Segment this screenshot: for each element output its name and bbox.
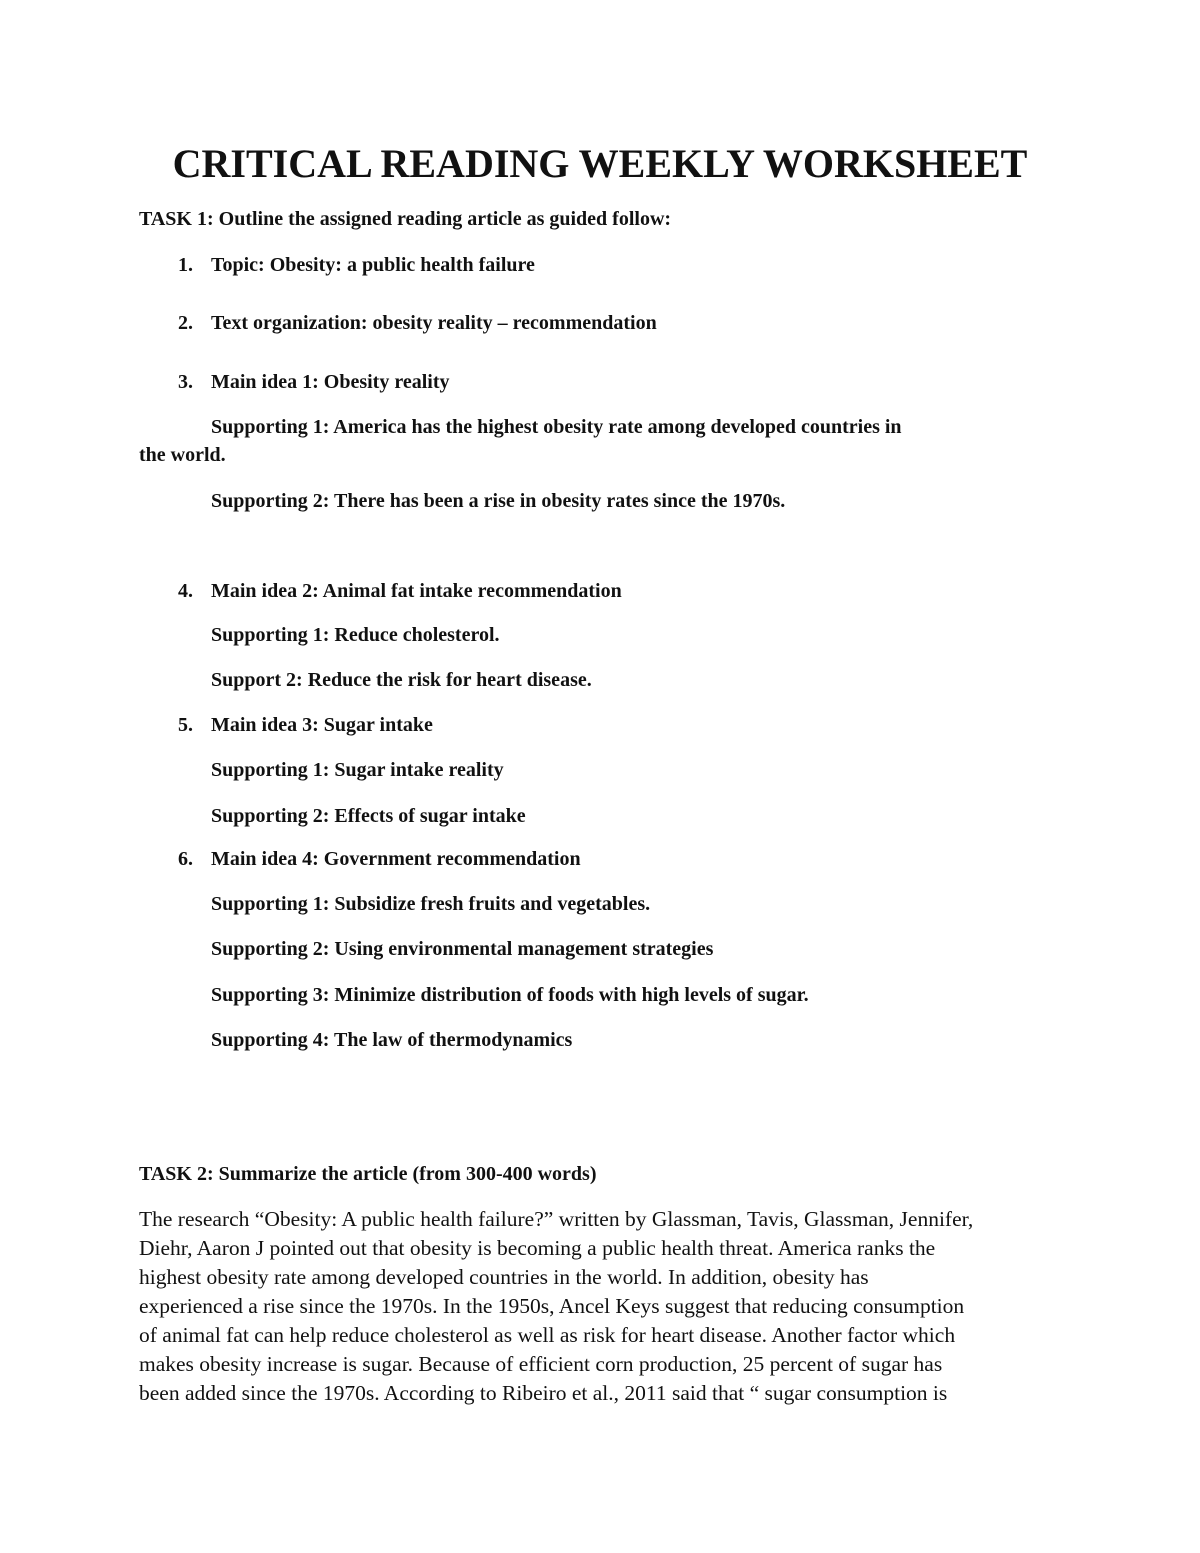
summary-line: makes obesity increase is sugar. Because of efficient corn production, 25 percent of sugar has <box>139 1352 943 1376</box>
page-title: CRITICAL READING WEEKLY WORKSHEET <box>172 141 1028 186</box>
list-item-text-organization: Text organization: obesity reality – recommendation <box>211 312 657 334</box>
supporting-line: Supporting 3: Minimize distribution of foods with high levels of sugar. <box>211 984 809 1006</box>
list-item-main-idea-4: Main idea 4: Government recommendation <box>211 848 581 870</box>
supporting-line: Supporting 4: The law of thermodynamics <box>211 1029 573 1051</box>
supporting-line: Supporting 2: There has been a rise in obesity rates since the 1970s. <box>211 490 786 512</box>
summary-line: experienced a rise since the 1970s. In the 1950s, Ancel Keys suggest that reducing consumption <box>139 1294 965 1318</box>
list-number: 3. <box>178 371 193 393</box>
supporting-line: Supporting 1: Sugar intake reality <box>211 759 504 781</box>
supporting-line: Supporting 1: Subsidize fresh fruits and vegetables. <box>211 893 651 915</box>
supporting-line: Supporting 2: Effects of sugar intake <box>211 805 526 827</box>
supporting-line: Supporting 1: America has the highest obesity rate among developed countries in <box>211 416 902 438</box>
list-item-main-idea-2: Main idea 2: Animal fat intake recommendation <box>211 580 622 602</box>
summary-line: Diehr, Aaron J pointed out that obesity is becoming a public health threat. America ranks the <box>139 1236 936 1260</box>
task1-heading: TASK 1: Outline the assigned reading article as guided follow: <box>139 208 672 230</box>
summary-paragraph <box>139 1205 1059 1408</box>
summary-line: of animal fat can help reduce cholesterol as well as risk for heart disease. Another factor which <box>139 1323 956 1347</box>
supporting-line: Supporting 2: Using environmental management strategies <box>211 938 714 960</box>
list-item-main-idea-1: Main idea 1: Obesity reality <box>211 371 450 393</box>
list-number: 5. <box>178 714 193 736</box>
list-number: 6. <box>178 848 193 870</box>
list-number: 1. <box>178 254 193 276</box>
task2-heading: TASK 2: Summarize the article (from 300-400 words) <box>139 1163 597 1185</box>
summary-line: highest obesity rate among developed countries in the world. In addition, obesity has <box>139 1265 869 1289</box>
list-item-main-idea-3: Main idea 3: Sugar intake <box>211 714 433 736</box>
summary-line: been added since the 1970s. According to Ribeiro et al., 2011 said that “ sugar consumption is <box>139 1381 948 1405</box>
supporting-line: Support 2: Reduce the risk for heart disease. <box>211 669 592 691</box>
list-number: 4. <box>178 580 193 602</box>
summary-line: The research “Obesity: A public health failure?” written by Glassman, Tavis, Glassman, Jennifer, <box>139 1207 974 1231</box>
list-item-topic: Topic: Obesity: a public health failure <box>211 254 535 276</box>
supporting-line: Supporting 1: Reduce cholesterol. <box>211 624 500 646</box>
supporting-line: the world. <box>139 444 226 466</box>
list-number: 2. <box>178 312 193 334</box>
